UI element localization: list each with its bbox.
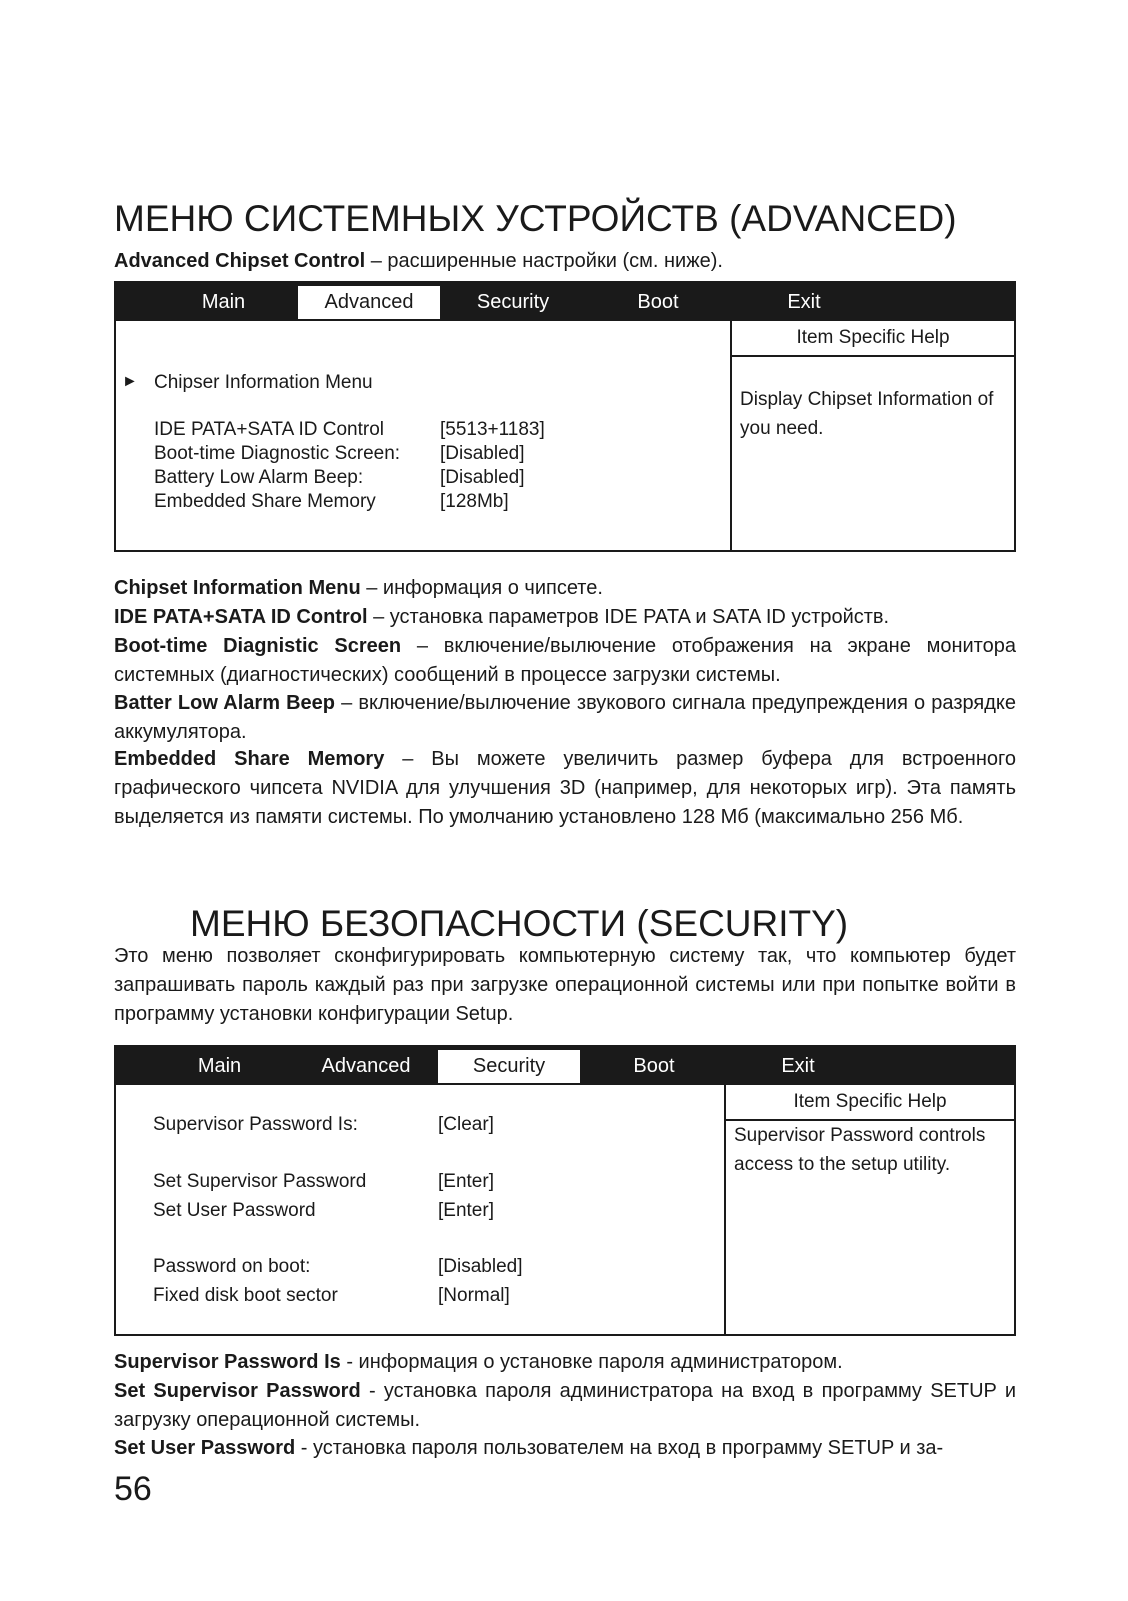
setting-label: Set User Password [153,1200,316,1221]
tab-exit[interactable]: Exit [781,1055,815,1077]
setting-value[interactable]: [Enter] [438,1200,494,1221]
setting-value[interactable]: [128Mb] [440,491,509,512]
bios-menubar [116,283,1014,321]
desc-term: Batter Low Alarm Beep [114,692,336,714]
desc-text: – информация о чипсете. [360,577,603,599]
help-title: Item Specific Help [726,1085,1014,1121]
help-panel [724,1085,1014,1334]
advanced-intro-term: Advanced Chipset Control [114,250,366,272]
desc-term: Set Supervisor Password [114,1380,361,1402]
setting-value[interactable]: [Enter] [438,1171,494,1192]
advanced-menu-heading: МЕНЮ СИСТЕМНЫХ УСТРОЙСТВ (ADVANCED) [114,198,957,239]
desc-term: IDE PATA+SATA ID Control [114,606,368,628]
desc-text: - информация о установке пароля администратором. [340,1351,843,1373]
desc-text: - установка пароля пользователем на вход в программу SETUP и за- [295,1437,944,1459]
setting-label: Fixed disk boot sector [153,1285,338,1306]
desc-text: – включение/вылючение отображения на экране монитора системных (диагностических) сообщений в процессе загрузки системы. [114,635,1016,686]
tab-security[interactable]: Security [476,291,550,313]
desc-term: Supervisor Password Is [114,1351,341,1373]
bios-menubar [116,1047,1014,1085]
desc-text: – включение/вылючение звукового сигнала предупреждения о разрядке аккумулятора. [114,692,1016,743]
tab-advanced[interactable]: Advanced [321,1055,411,1077]
setting-value[interactable]: [Disabled] [440,443,525,464]
desc-supervisor-password-is [114,1348,1016,1377]
desc-text: - установка пароля администратора на вход в программу SETUP и загрузку операционной системы. [114,1380,1016,1431]
help-title: Item Specific Help [732,321,1014,357]
setting-value[interactable]: [5513+1183] [440,419,545,440]
tab-exit[interactable]: Exit [787,291,821,313]
desc-text: – установка параметров IDE PATA и SATA ID устройств. [367,606,890,628]
desc-share-memory [114,745,1016,832]
setting-label: Embedded Share Memory [154,491,376,512]
setting-value[interactable]: [Clear] [438,1114,494,1135]
tab-boot[interactable]: Boot [637,291,679,313]
setting-label: Password on boot: [153,1256,311,1277]
tab-main[interactable]: Main [197,1055,242,1077]
bios-security-screen [114,1045,1016,1336]
help-panel [730,321,1014,550]
security-intro: Это меню позволяет сконфигурировать компьютерную систему так, что компьютер будет запрашивать пароль каждый раз при загрузке операционной системы или при попытке войти в программу установки конфигурации Setup. [114,945,1016,1025]
setting-value[interactable]: [Normal] [438,1285,510,1306]
desc-ide-control [114,603,1016,632]
desc-term: Set User Password [114,1437,296,1459]
setting-label: Boot-time Diagnostic Screen: [154,443,401,464]
advanced-intro-text: – расширенные настройки (см. ниже). [365,250,723,272]
setting-value[interactable]: [Disabled] [440,467,525,488]
desc-chipset-info [114,574,1016,603]
tab-advanced[interactable]: Advanced [298,286,440,319]
desc-set-user-password [114,1434,1016,1463]
desc-term: Embedded Share Memory [114,748,385,770]
setting-label: Supervisor Password Is: [153,1114,358,1135]
desc-set-supervisor-password [114,1377,1016,1435]
setting-label: Set Supervisor Password [153,1171,367,1192]
bios-advanced-screen [114,281,1016,552]
desc-term: Boot-time Diagnistic Screen [114,635,402,657]
setting-value[interactable]: [Disabled] [438,1256,523,1277]
desc-battery-beep [114,689,1016,747]
advanced-intro [114,247,1016,276]
tab-security[interactable]: Security [438,1050,580,1083]
help-text: Supervisor Password controls access to the setup utility. [734,1125,986,1175]
page-number: 56 [114,1470,152,1508]
submenu-label: Chipser Information Menu [154,372,373,393]
security-menu-heading: МЕНЮ БЕЗОПАСНОСТИ (SECURITY) [190,903,849,944]
desc-term: Chipset Information Menu [114,577,361,599]
setting-label: Battery Low Alarm Beep: [154,467,364,488]
tab-boot[interactable]: Boot [633,1055,675,1077]
tab-main[interactable]: Main [201,291,246,313]
desc-boot-diagnostic [114,632,1016,690]
setting-label: IDE PATA+SATA ID Control [154,419,385,440]
submenu-arrow-icon: ► [122,373,138,390]
help-text: Display Chipset Information of you need. [740,389,994,439]
desc-text: – Вы можете увеличить размер буфера для встроенного графического чипсета NVIDIA для улучшения 3D (например, для некоторых игр). Эта память выделяется из памяти системы. По умолчанию установлено 128 Мб (максимально 256 Мб. [114,748,1016,828]
